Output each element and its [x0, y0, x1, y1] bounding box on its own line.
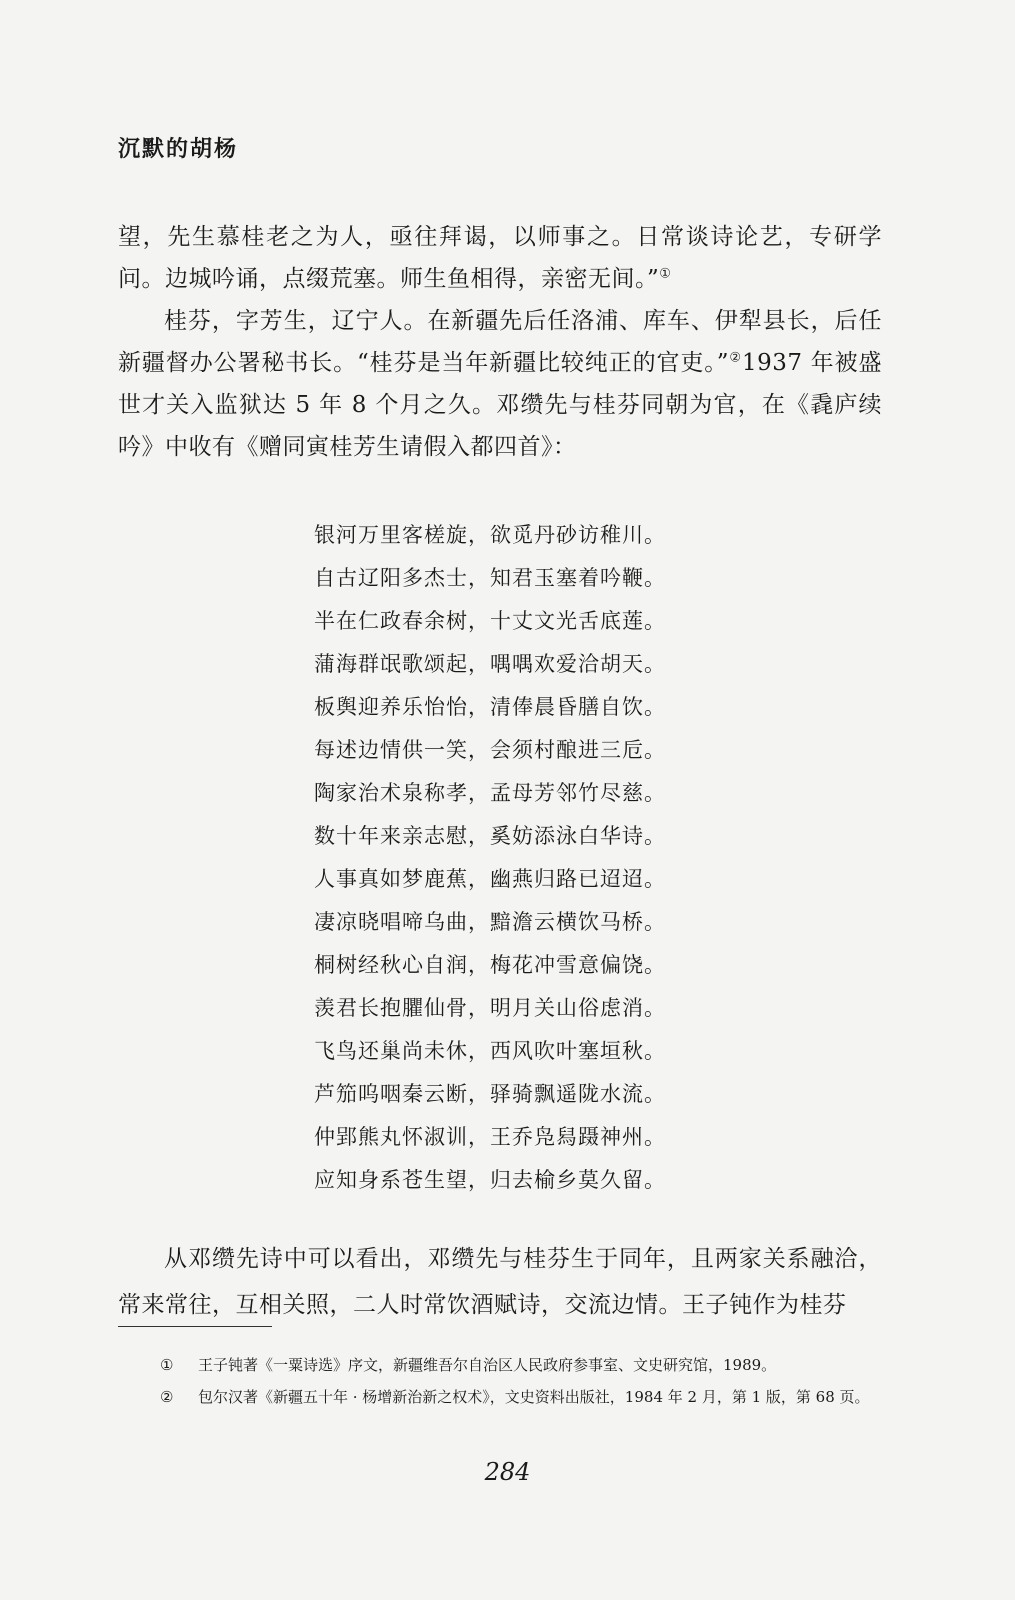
footnote-divider [118, 1326, 272, 1327]
footnote-1-mark: ① [160, 1356, 174, 1374]
poem-line: 银河万里客槎旋，欲觅丹砂访稚川。 [314, 523, 666, 547]
footnote-ref-1: ① [659, 266, 672, 282]
poem-line: 仲郢熊丸怀淑训，王乔凫舄蹑神州。 [314, 1125, 666, 1149]
footnotes [160, 1352, 880, 1416]
poem-line: 桐树经秋心自润，梅花冲雪意偏饶。 [314, 953, 666, 977]
poem-line: 人事真如梦鹿蕉，幽燕归路已迢迢。 [314, 867, 666, 891]
poem-line: 飞鸟还巢尚未休，西风吹叶塞垣秋。 [314, 1039, 666, 1063]
poem-line: 蒲海群氓歌颂起，喁喁欢爱洽胡天。 [314, 652, 666, 676]
poem-line: 陶家治术泉称孝，孟母芳邻竹尽慈。 [314, 781, 666, 805]
poem-line: 芦笳呜咽秦云断，驿骑飘遥陇水流。 [314, 1082, 666, 1106]
footnote-1 [160, 1352, 880, 1378]
poem-line: 板舆迎养乐怡怡，清俸晨昏膳自饮。 [314, 695, 666, 719]
poem-line: 凄凉晓唱啼乌曲，黯澹云横饮马桥。 [314, 910, 666, 934]
poem-line: 应知身系苍生望，归去榆乡莫久留。 [314, 1168, 666, 1192]
footnote-2 [160, 1384, 880, 1410]
poem-line: 半在仁政春余树，十丈文光舌底莲。 [314, 609, 666, 633]
poem-block [314, 514, 666, 1202]
footnote-ref-2: ② [728, 350, 742, 366]
paragraph-1-text: 望，先生慕桂老之为人，亟往拜谒，以师事之。日常谈诗论艺，专研学问。边城吟诵，点缀荒塞。师生鱼相得，亲密无间。” [118, 224, 882, 292]
poem-line: 自古辽阳多杰士，知君玉塞着吟鞭。 [314, 566, 666, 590]
page-number: 284 [484, 1458, 531, 1486]
paragraph-3: 从邓缵先诗中可以看出，邓缵先与桂芬生于同年，且两家关系融洽，常来常往，互相关照，二人时常饮酒赋诗，交流边情。王子钝作为桂芬 [118, 1246, 882, 1318]
footnote-2-mark: ② [160, 1388, 174, 1406]
paragraph-2-text-a: 桂芬，字芳生，辽宁人。在新疆先后任洛浦、库车、伊犁县长，后任新疆督办公署秘书长。“桂芬是当年新疆比较纯正的官吏。” [118, 308, 882, 376]
poem-line: 数十年来亲志慰，奚妨添泳白华诗。 [314, 824, 666, 848]
running-title: 沉默的胡杨 [118, 136, 239, 162]
paragraph-2 [118, 300, 882, 468]
footnote-1-text: 王子钝著《一粟诗选》序文，新疆维吾尔自治区人民政府参事室、文史研究馆，1989。 [198, 1356, 777, 1374]
poem-line: 羡君长抱臞仙骨，明月关山俗虑消。 [314, 996, 666, 1020]
footnote-2-text: 包尔汉著《新疆五十年 · 杨增新治新之权术》，文史资料出版社，1984 年 2 月，第 1 版，第 68 页。 [198, 1388, 870, 1406]
body-text-top [118, 216, 882, 468]
paragraph-2-text-b: 1937 年被盛世才关入监狱达 5 年 8 个月之久。邓缵先与桂芬同朝为官，在《毳庐续吟》中收有《赠同寅桂芳生请假入都四首》： [118, 350, 882, 460]
paragraph-1 [118, 216, 882, 300]
body-text-bottom [118, 1236, 882, 1328]
poem-line: 每述边情供一笑，会须村酿进三卮。 [314, 738, 666, 762]
